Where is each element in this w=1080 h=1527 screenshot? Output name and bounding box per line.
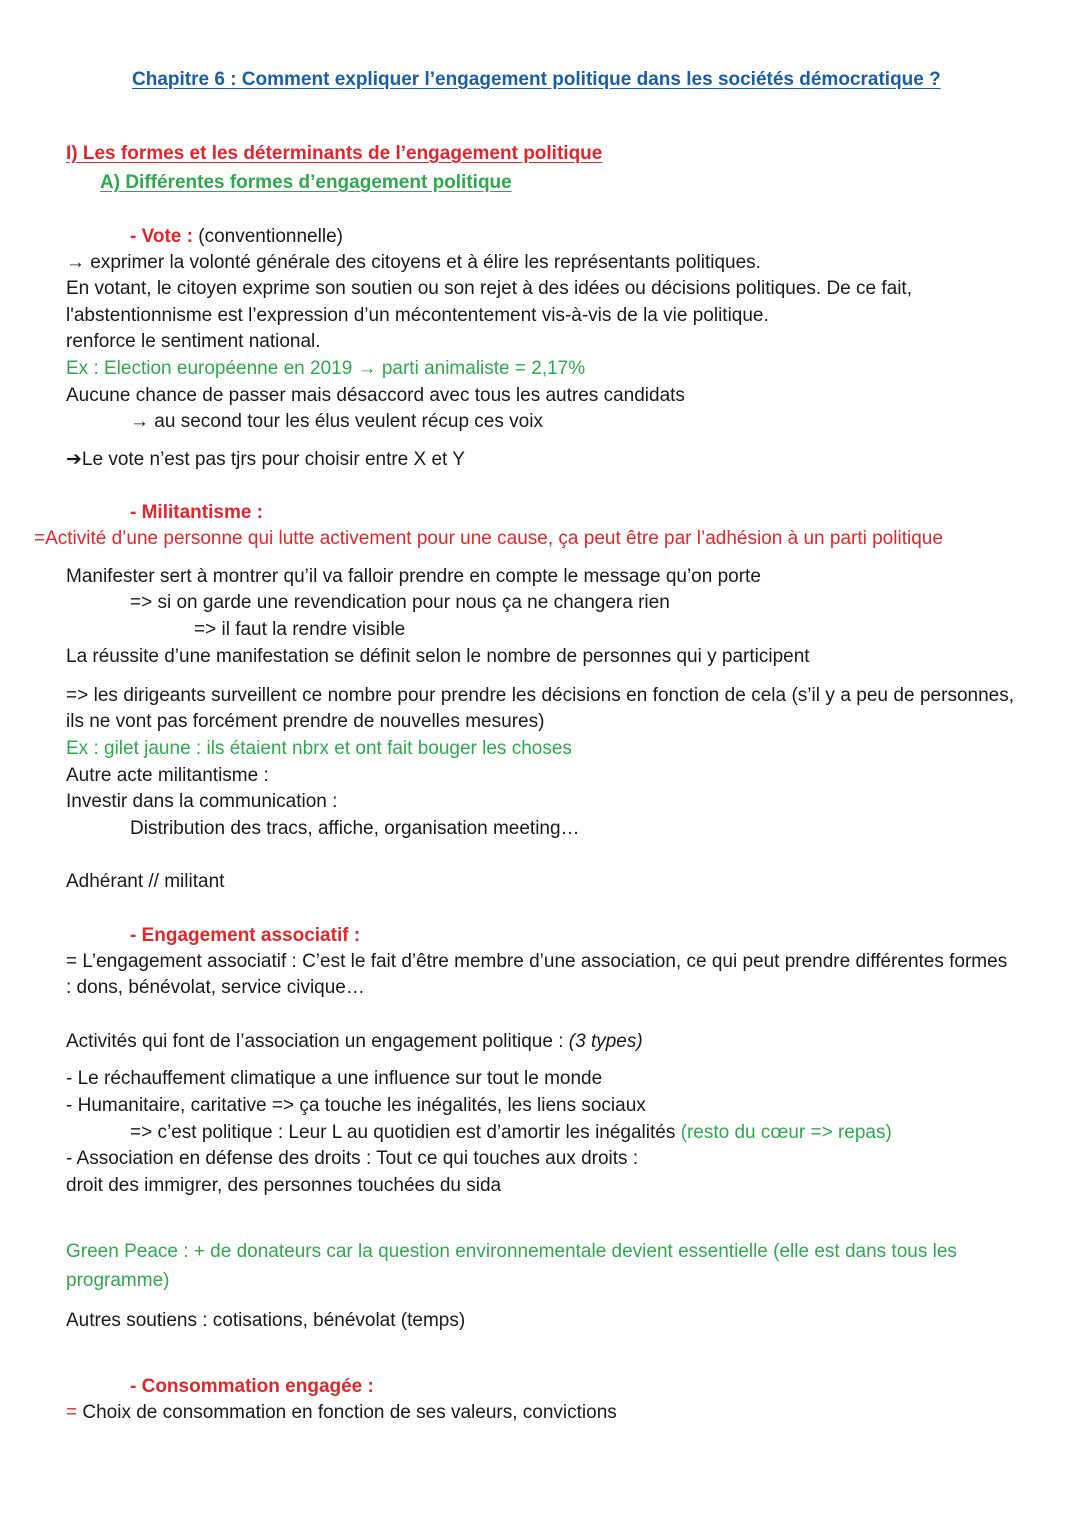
vote-line: Aucune chance de passer mais désaccord avec tous les autres candidats [66, 385, 685, 406]
militantisme-definition: =Activité d’une personne qui lutte activement pour une cause, ça peut être par l’adhésion à un parti politique [34, 528, 943, 549]
militantisme-line: => il faut la rendre visible [194, 619, 406, 640]
associatif-line [130, 1121, 892, 1145]
associatif-heading: - Engagement associatif : [130, 925, 361, 946]
section-heading: I) Les formes et les déterminants de l’engagement politique [66, 143, 603, 164]
associatif-intro [66, 1030, 643, 1054]
associatif-line-example: (resto du cœur => repas) [680, 1122, 892, 1143]
vote-line: renforce le sentiment national. [66, 331, 321, 352]
vote-conclusion: ➔Le vote n’est pas tjrs pour choisir entre X et Y [66, 449, 465, 470]
militantisme-line: Distribution des tracs, affiche, organisation meeting… [130, 818, 580, 839]
subsection-label: A) Différentes formes d’engagement politique [100, 172, 512, 193]
militantisme-example: Ex : gilet jaune : ils étaient nbrx et ont fait bouger les choses [66, 738, 572, 759]
associatif-line: - Le réchauffement climatique a une influence sur tout le monde [66, 1068, 603, 1089]
militantisme-line: Adhérant // militant [66, 871, 225, 892]
vote-example: Ex : Election européenne en 2019 → parti animaliste = 2,17% [66, 358, 586, 379]
associatif-line: - Humanitaire, caritative => ça touche les inégalités, les liens sociaux [66, 1095, 646, 1116]
consommation-equals: = [66, 1402, 78, 1423]
associatif-intro-text: Activités qui font de l’association un engagement politique : [66, 1031, 569, 1052]
militantisme-line: La réussite d’une manifestation se définit selon le nombre de personnes qui y participent [66, 646, 810, 667]
militantisme-line: Manifester sert à montrer qu’il va falloir prendre en compte le message qu’on porte [66, 566, 761, 587]
militantisme-line: Investir dans la communication : [66, 791, 338, 812]
greenpeace-example: Green Peace : + de donateurs car la question environnementale devient essentielle (elle est dans tous les programme) [66, 1241, 957, 1291]
associatif-line: droit des immigrer, des personnes touchées du sida [66, 1175, 502, 1196]
militantisme-paragraph: => les dirigeants surveillent ce nombre pour prendre les décisions en fonction de cela (s’il y a peu de personnes, ils ne vont pas forcément prendre de nouvelles mesures) [66, 685, 1014, 732]
associatif-definition: = L’engagement associatif : C’est le fait d’être membre d’une association, ce qui peut prendre différentes formes : dons, bénévolat, service civique… [66, 951, 1008, 998]
subsection-heading [100, 171, 512, 195]
consommation-definition: Choix de consommation en fonction de ses valeurs, convictions [77, 1402, 617, 1423]
vote-line: l'abstentionnisme est l’expression d’un mécontentement vis-à-vis de la vie politique. [66, 305, 769, 326]
vote-line: → au second tour les élus veulent récup ces voix [130, 411, 543, 432]
associatif-line-text: => c’est politique : Leur L au quotidien est d’amortir les inégalités [130, 1122, 681, 1143]
vote-heading-line [130, 225, 343, 249]
vote-heading: - Vote : [130, 226, 193, 247]
militantisme-line: => si on garde une revendication pour nous ça ne changera rien [130, 592, 670, 613]
militantisme-line: Autre acte militantisme : [66, 765, 269, 786]
associatif-line: - Association en défense des droits : Tout ce qui touches aux droits : [66, 1148, 639, 1169]
consommation-definition-line [66, 1401, 617, 1425]
vote-line: En votant, le citoyen exprime son soutien ou son rejet à des idées ou décisions politiques. De ce fait, [66, 278, 912, 299]
consommation-heading: - Consommation engagée : [130, 1376, 374, 1397]
vote-line: → exprimer la volonté générale des citoyens et à élire les représentants politiques. [66, 252, 761, 273]
associatif-line: Autres soutiens : cotisations, bénévolat (temps) [66, 1310, 466, 1331]
page-title: Chapitre 6 : Comment expliquer l’engagement politique dans les sociétés démocratique ? [132, 69, 941, 90]
militantisme-heading: - Militantisme : [130, 502, 264, 523]
vote-qualifier: (conventionnelle) [192, 226, 343, 247]
associatif-intro-types: (3 types) [568, 1031, 643, 1052]
